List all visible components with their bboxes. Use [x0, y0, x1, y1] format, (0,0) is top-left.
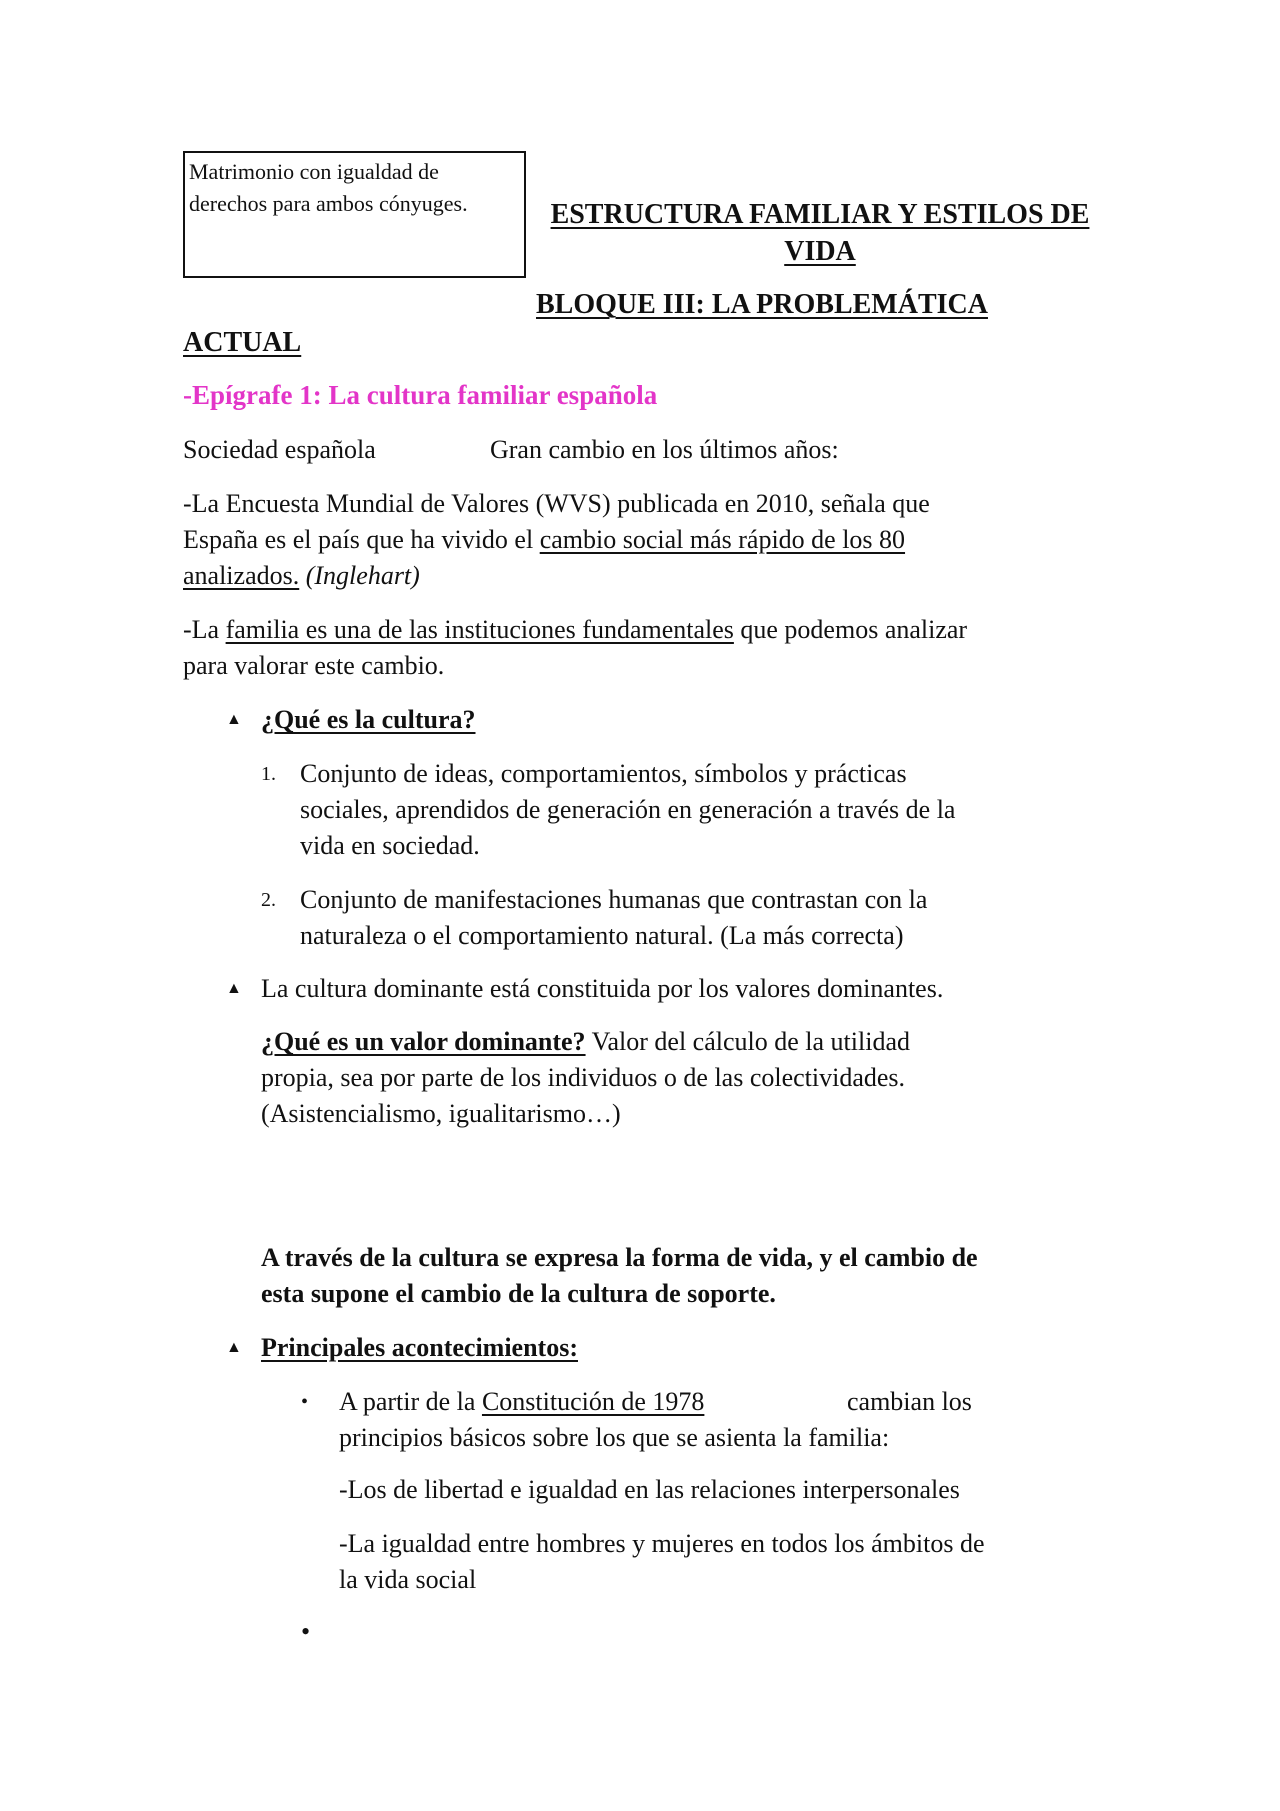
note-box-text: Matrimonio con igualdad de derechos para ambos cónyuges. [189, 159, 468, 216]
valor-dominante-line1 [261, 1024, 1111, 1060]
empty-dot-bullet-icon: • [301, 1617, 311, 1646]
paragraph-familia-prefix: -La [183, 615, 226, 644]
sociedad-description: Gran cambio en los últimos años: [490, 435, 839, 464]
title-text: ESTRUCTURA FAMILIAR Y ESTILOS DE VIDA [550, 199, 1090, 267]
document-title [540, 196, 1100, 270]
list-item-line: vida en sociedad. [300, 831, 480, 860]
bold-statement-line1: A través de la cultura se expresa la forma de vida, y el cambio de [261, 1243, 978, 1272]
valor-dominante-line3: (Asistencialismo, igualitarismo…) [261, 1099, 621, 1128]
triangle-bullet-icon: ▲ [226, 980, 242, 997]
constitucion-prefix: A partir de la [339, 1387, 482, 1416]
sub-point-igualdad-line2: la vida social [339, 1565, 477, 1594]
sub-point-libertad: -Los de libertad e igualdad en las relaciones interpersonales [339, 1475, 960, 1504]
note-box [183, 151, 526, 278]
valor-dominante-definition [261, 1024, 1111, 1132]
triangle-bullet-icon: ▲ [226, 1339, 242, 1356]
paragraph-familia [183, 612, 1113, 684]
bold-statement-line2: esta supone el cambio de la cultura de soporte. [261, 1279, 776, 1308]
constitucion-line2: principios básicos sobre los que se asienta la familia: [339, 1423, 890, 1452]
paragraph-wvs-text: España es el país que ha vivido el [183, 525, 540, 554]
constitucion-underlined: Constitución de 1978 [481, 1387, 705, 1416]
sub-point-igualdad [339, 1526, 1119, 1598]
list-item-line: Conjunto de ideas, comportamientos, símbolos y prácticas [300, 759, 907, 788]
constitucion-suffix: cambian los [847, 1387, 972, 1416]
cultura-question: ¿Qué es la cultura? [261, 705, 476, 734]
list-item-line: naturaleza o el comportamiento natural. (La más correcta) [300, 921, 904, 950]
paragraph-wvs-underlined: cambio social más rápido de los 80 [539, 525, 906, 554]
citation-inglehart: (Inglehart) [305, 561, 420, 590]
paragraph-wvs-line2 [183, 522, 1103, 558]
bloque-heading-part1: BLOQUE III: LA PROBLEMÁTICA [536, 289, 988, 320]
paragraph-familia-underlined: familia es una de las instituciones fundamentales [225, 615, 734, 644]
paragraph-familia-suffix: que podemos analizar [733, 615, 968, 644]
paragraph-wvs-line1: -La Encuesta Mundial de Valores (WVS) publicada en 2010, señala que [183, 489, 930, 518]
constitucion-line1 [339, 1384, 1119, 1420]
dominante-bullet: La cultura dominante está constituida por los valores dominantes. [261, 974, 944, 1003]
sociedad-label: Sociedad española [183, 435, 376, 464]
paragraph-wvs-line3 [183, 558, 1103, 594]
list-item-line: Conjunto de manifestaciones humanas que contrastan con la [300, 885, 928, 914]
list-number: 1. [261, 763, 276, 785]
valor-dominante-line2: propia, sea por parte de los individuos o de las colectividades. [261, 1063, 906, 1092]
list-item [300, 882, 1100, 954]
list-item [300, 756, 1100, 864]
paragraph-familia-line2: para valorar este cambio. [183, 651, 445, 680]
epigrafe-heading: -Epígrafe 1: La cultura familiar española [183, 380, 658, 410]
list-item-line: sociales, aprendidos de generación en generación a través de la [300, 795, 956, 824]
valor-dominante-answer: Valor del cálculo de la utilidad [585, 1027, 910, 1056]
valor-dominante-question: ¿Qué es un valor dominante? [261, 1027, 586, 1056]
paragraph-wvs-underlined-end: analizados. [183, 561, 300, 590]
paragraph-wvs [183, 486, 1103, 594]
triangle-bullet-icon: ▲ [226, 711, 242, 728]
list-number: 2. [261, 889, 276, 911]
bloque-heading-part2: ACTUAL [183, 327, 302, 358]
constitucion-item [339, 1384, 1119, 1456]
sub-point-igualdad-line1: -La igualdad entre hombres y mujeres en todos los ámbitos de [339, 1529, 985, 1558]
bold-statement [261, 1240, 1121, 1312]
acontecimientos-heading: Principales acontecimientos: [261, 1333, 578, 1362]
dot-bullet-icon: • [301, 1391, 309, 1413]
paragraph-familia-line1 [183, 612, 1113, 648]
